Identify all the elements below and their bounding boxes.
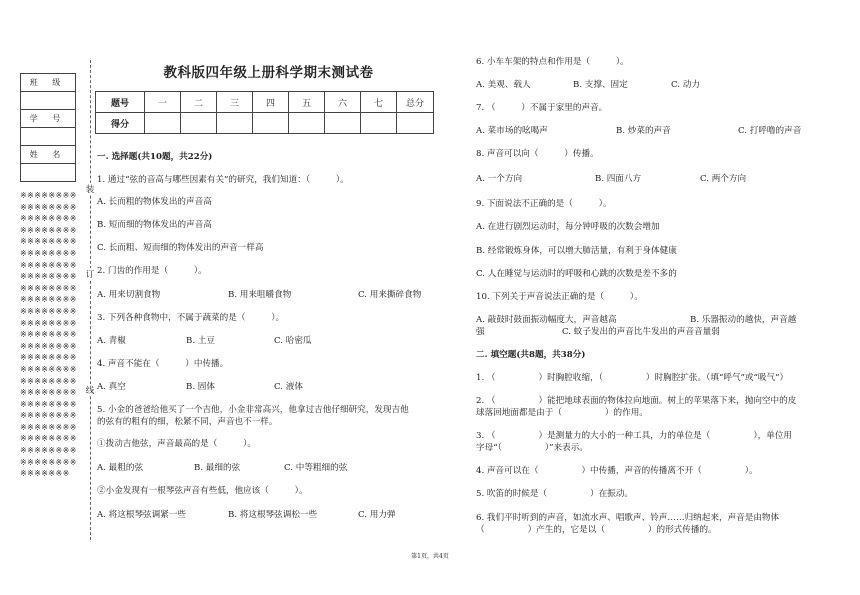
q7-option-a: A. 菜市场的吆喝声	[476, 126, 548, 136]
score-header-6: 六	[325, 92, 361, 113]
q1-option-a: A. 长而粗的物体发出的声音高	[97, 197, 212, 207]
page-footer: 第1页，共4页	[411, 553, 449, 560]
score-header-4: 四	[253, 92, 289, 113]
fill-question-2-line-2: 球落回地面都是由于（ ）的作用。	[476, 408, 648, 418]
q5a-option-b: B. 最细的弦	[194, 463, 241, 473]
question-3: 3. 下列各种食物中，不属于蔬菜的是（ ）。	[97, 313, 285, 323]
score-header-total: 总分	[397, 92, 434, 113]
score-cell-4[interactable]	[253, 113, 289, 134]
q5b-option-b: B. 将这根琴弦调松一些	[228, 510, 318, 520]
q5a-option-a: A. 最粗的弦	[97, 463, 144, 473]
score-cell-total[interactable]	[397, 113, 434, 134]
fill-question-6-line-2: （ ）产生的，它是以（ ）的形式传播的。	[476, 525, 717, 535]
q3-option-b: B. 土豆	[186, 336, 215, 346]
binding-mark-xian: 线	[85, 386, 95, 396]
q10-option-a: A. 敲鼓时鼓面振动幅度大，声音越高	[476, 315, 617, 325]
q4-option-c: C. 液体	[274, 382, 303, 392]
q1-option-c: C. 长而粗、短而细的物体发出的声音一样高	[97, 243, 264, 253]
q3-option-c: C. 哈密瓜	[274, 336, 312, 346]
q1-option-b: B. 短而细的物体发出的声音高	[97, 220, 212, 230]
score-header-3: 三	[217, 92, 253, 113]
q6-option-a: A. 美观、载人	[476, 80, 531, 90]
name-blank[interactable]	[21, 164, 76, 182]
question-2: 2. 门齿的作用是（ ）。	[97, 266, 207, 276]
score-header-1: 一	[145, 92, 181, 113]
student-id-blank[interactable]	[21, 128, 76, 146]
score-cell-5[interactable]	[289, 113, 325, 134]
question-9: 9. 下面说法不正确的是（ ）。	[476, 199, 612, 209]
question-5-line-1: 5. 小金的爸爸给他买了一个吉他，小金非常高兴，他拿过吉他仔细研究，发现吉他	[97, 405, 409, 415]
score-cell-6[interactable]	[325, 113, 361, 134]
q10-option-b: B. 乐器振动的越快，声音越	[690, 315, 797, 325]
fill-question-6-line-1: 6. 我们平时听到的声音，如流水声、唱歌声、铃声……归纳起来，声音是由物体	[476, 513, 780, 523]
score-header-qnum: 题号	[96, 92, 145, 113]
q5b-option-c: C. 用力弹	[358, 510, 396, 520]
q5b-option-a: A. 将这根琴弦调紧一些	[97, 510, 187, 520]
score-cell-1[interactable]	[145, 113, 181, 134]
score-row-label: 得分	[96, 113, 145, 134]
binding-dashed-line	[90, 60, 91, 540]
q10-option-b-cont: 强	[476, 327, 485, 337]
fill-question-3-line-2: 字母“（ ）”来表示。	[476, 443, 588, 453]
q6-option-c: C. 动力	[671, 80, 700, 90]
margin-star-column: ※※※※※※※※※※※※※※※※※※※※※※※※※※※※※※※※※※※※※※※※※※※※※※※※※※※※※※※※※※※※※※※※※※※※※※※※※※※※※※※※※※※※※※※※※※※※※※※※※※※※※※※※※※※※※※※※※※※※※※※※※※※※※※※※※※※※※※※※※※※※※※※※※※※※※※※※※※※※※※※※※※※※※※※※※※※※※※※※※※※※※※※※※※※※※※※※※※※※※※※	[20, 191, 77, 479]
score-header-5: 五	[289, 92, 325, 113]
score-cell-3[interactable]	[217, 113, 253, 134]
class-blank[interactable]	[21, 92, 76, 110]
fill-question-1: 1. （ ）时胸腔收缩，（ ）时胸腔扩张。（填“呼气”或“吸气”）	[476, 373, 789, 383]
q8-option-b: B. 四面八方	[595, 174, 642, 184]
q3-option-a: A. 青椒	[97, 336, 126, 346]
question-5-line-2: 的弦有的粗有的细，松紧不同，声音也不一样。	[97, 417, 278, 427]
fill-question-5: 5. 吹笛的时候是（ ）在振动。	[476, 489, 634, 499]
q6-option-b: B. 支撑、固定	[573, 80, 628, 90]
q4-option-a: A. 真空	[97, 382, 126, 392]
q10-option-c: C. 蚊子发出的声音比牛发出的声音音量弱	[562, 327, 720, 337]
q2-option-a: A. 用来切割食物	[97, 290, 161, 300]
fill-question-4: 4. 声音可以在（ ）中传播，声音的传播离不开（ ）。	[476, 466, 758, 476]
score-table	[95, 91, 434, 134]
q8-option-a: A. 一个方向	[476, 174, 523, 184]
section-1-heading: 一. 选择题(共10题，共22分)	[97, 152, 213, 162]
fill-question-2-line-1: 2. （ ）能把地球表面的物体拉向地面。树上的苹果落下来，抛向空中的皮	[476, 396, 797, 406]
question-4: 4. 声音不能在（ ）中传播。	[97, 359, 229, 369]
q5a-option-c: C. 中等粗细的弦	[284, 463, 348, 473]
binding-mark-ding: 订	[85, 270, 95, 280]
q7-option-c: C. 打呼噜的声音	[738, 126, 802, 136]
q2-option-c: C. 用来撕碎食物	[358, 290, 422, 300]
q2-option-b: B. 用来咀嚼食物	[228, 290, 292, 300]
q9-option-a: A. 在进行剧烈运动时，每分钟呼吸的次数会增加	[476, 222, 660, 232]
q7-option-b: B. 炒菜的声音	[616, 126, 671, 136]
score-cell-7[interactable]	[361, 113, 397, 134]
exam-title: 教科版四年级上册科学期末测试卷	[163, 65, 374, 81]
q4-option-b: B. 固体	[186, 382, 215, 392]
name-label: 姓 名	[21, 146, 76, 164]
question-10: 10. 下列关于声音说法正确的是（ ）。	[476, 292, 643, 302]
question-8: 8. 声音可以向（ ）传播。	[476, 149, 599, 159]
student-id-label: 学 号	[21, 110, 76, 128]
question-5-sub-2: ②小金发现有一根琴弦声音有些低，他应该（ ）。	[97, 486, 308, 496]
class-label: 班 级	[21, 74, 76, 92]
score-header-7: 七	[361, 92, 397, 113]
q9-option-c: C. 人在睡觉与运动时的呼吸和心跳的次数是差不多的	[476, 269, 677, 279]
section-2-heading: 二. 填空题(共8题，共38分)	[476, 350, 586, 360]
question-6: 6. 小车车架的特点和作用是（ ）。	[476, 57, 629, 67]
student-info-table	[20, 73, 76, 182]
binding-mark-zhuang: 装	[85, 185, 95, 195]
question-1: 1. 通过“弦的音高与哪些因素有关”的研究，我们知道：（ ）。	[97, 175, 349, 185]
q9-option-b: B. 经常锻炼身体，可以增大肺活量，有利于身体健康	[476, 246, 677, 256]
score-header-2: 二	[181, 92, 217, 113]
score-cell-2[interactable]	[181, 113, 217, 134]
q8-option-c: C. 两个方向	[700, 174, 747, 184]
fill-question-3-line-1: 3. （ ）是测量力的大小的一种工具，力的单位是（ ），单位用	[476, 431, 793, 441]
question-7: 7. （ ）不属于家里的声音。	[476, 103, 608, 113]
question-5-sub-1: ①拨动吉他弦，声音最高的是（ ）。	[97, 439, 256, 449]
